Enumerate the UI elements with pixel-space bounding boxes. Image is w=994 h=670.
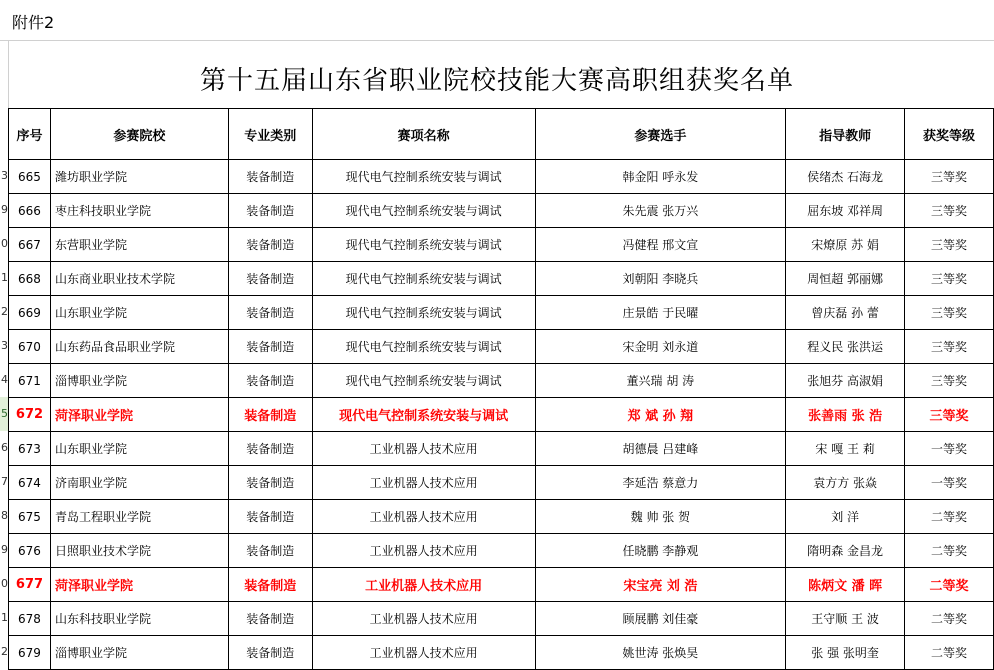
- row-number[interactable]: 1: [1, 611, 8, 624]
- table-row: [9, 194, 994, 228]
- table-row: [9, 262, 994, 296]
- cell-school[interactable]: 淄博职业学院: [50, 364, 228, 398]
- row-number[interactable]: 3: [1, 339, 8, 352]
- cell-teachers[interactable]: 王守顺 王 波: [786, 602, 905, 636]
- cell-school[interactable]: 菏泽职业学院: [50, 568, 228, 602]
- cell-teachers[interactable]: 陈炳文 潘 晖: [786, 568, 905, 602]
- row-number[interactable]: 1: [1, 271, 8, 284]
- cell-award[interactable]: 二等奖: [905, 602, 994, 636]
- cell-event[interactable]: 现代电气控制系统安装与调试: [312, 398, 535, 432]
- cell-event[interactable]: 工业机器人技术应用: [312, 466, 535, 500]
- table-row: [9, 228, 994, 262]
- cell-category[interactable]: 装备制造: [228, 228, 312, 262]
- header-school[interactable]: 参赛院校: [50, 109, 228, 160]
- table-row: [9, 432, 994, 466]
- cell-event[interactable]: 工业机器人技术应用: [312, 500, 535, 534]
- cell-no[interactable]: 678: [9, 602, 51, 636]
- cell-event[interactable]: 现代电气控制系统安装与调试: [312, 364, 535, 398]
- cell-award[interactable]: 三等奖: [905, 194, 994, 228]
- cell-event[interactable]: 现代电气控制系统安装与调试: [312, 194, 535, 228]
- table-row: [9, 364, 994, 398]
- cell-no[interactable]: 669: [9, 296, 51, 330]
- row-number[interactable]: 8: [1, 509, 8, 522]
- row-number[interactable]: 6: [1, 441, 8, 454]
- cell-teachers[interactable]: 刘 洋: [786, 500, 905, 534]
- cell-no[interactable]: 672: [9, 398, 51, 432]
- cell-award[interactable]: 一等奖: [905, 466, 994, 500]
- cell-school[interactable]: 山东商业职业技术学院: [50, 262, 228, 296]
- table-row: [9, 568, 994, 602]
- row-number-gutter: [0, 159, 8, 669]
- cell-award[interactable]: 二等奖: [905, 534, 994, 568]
- cell-event[interactable]: 现代电气控制系统安装与调试: [312, 330, 535, 364]
- cell-teachers[interactable]: 隋明森 金昌龙: [786, 534, 905, 568]
- cell-award[interactable]: 三等奖: [905, 228, 994, 262]
- header-award[interactable]: 获奖等级: [905, 109, 994, 160]
- cell-school[interactable]: 东营职业学院: [50, 228, 228, 262]
- header-students[interactable]: 参赛选手: [535, 109, 786, 160]
- cell-teachers[interactable]: 张善雨 张 浩: [786, 398, 905, 432]
- cell-students[interactable]: 胡德晨 吕建峰: [535, 432, 786, 466]
- cell-teachers[interactable]: 宋 嘎 王 莉: [786, 432, 905, 466]
- table-row: [9, 636, 994, 670]
- cell-students[interactable]: 顾展鹏 刘佳豪: [535, 602, 786, 636]
- row-number[interactable]: 9: [1, 543, 8, 556]
- cell-students[interactable]: 姚世涛 张焕昊: [535, 636, 786, 670]
- table-row: [9, 398, 994, 432]
- cell-teachers[interactable]: 周恒超 郭丽娜: [786, 262, 905, 296]
- row-number[interactable]: 0: [1, 577, 8, 590]
- cell-no[interactable]: 665: [9, 160, 51, 194]
- cell-school[interactable]: 济南职业学院: [50, 466, 228, 500]
- header-event[interactable]: 赛项名称: [312, 109, 535, 160]
- cell-teachers[interactable]: 张 强 张明奎: [786, 636, 905, 670]
- cell-students[interactable]: 朱先震 张万兴: [535, 194, 786, 228]
- row-number[interactable]: 2: [1, 645, 8, 658]
- cell-category[interactable]: 装备制造: [228, 262, 312, 296]
- cell-school[interactable]: 枣庄科技职业学院: [50, 194, 228, 228]
- cell-school[interactable]: 山东药品食品职业学院: [50, 330, 228, 364]
- cell-category[interactable]: 装备制造: [228, 466, 312, 500]
- cell-no[interactable]: 666: [9, 194, 51, 228]
- cell-no[interactable]: 677: [9, 568, 51, 602]
- cell-category[interactable]: 装备制造: [228, 194, 312, 228]
- cell-school[interactable]: 山东职业学院: [50, 432, 228, 466]
- cell-award[interactable]: 三等奖: [905, 330, 994, 364]
- cell-event[interactable]: 现代电气控制系统安装与调试: [312, 228, 535, 262]
- cell-teachers[interactable]: 袁方方 张焱: [786, 466, 905, 500]
- table-row: [9, 330, 994, 364]
- cell-school[interactable]: 潍坊职业学院: [50, 160, 228, 194]
- cell-category[interactable]: 装备制造: [228, 398, 312, 432]
- cell-teachers[interactable]: 侯绪杰 石海龙: [786, 160, 905, 194]
- cell-award[interactable]: 二等奖: [905, 568, 994, 602]
- cell-no[interactable]: 675: [9, 500, 51, 534]
- row-number[interactable]: 5: [0, 397, 8, 431]
- cell-no[interactable]: 679: [9, 636, 51, 670]
- document-title: 第十五届山东省职业院校技能大赛高职组获奖名单: [199, 66, 794, 96]
- cell-school[interactable]: 山东职业学院: [50, 296, 228, 330]
- cell-award[interactable]: 三等奖: [905, 364, 994, 398]
- cell-event[interactable]: 现代电气控制系统安装与调试: [312, 262, 535, 296]
- cell-category[interactable]: 装备制造: [228, 432, 312, 466]
- cell-teachers[interactable]: 张旭芬 高淑娟: [786, 364, 905, 398]
- cell-students[interactable]: 魏 帅 张 贺: [535, 500, 786, 534]
- cell-students[interactable]: 韩金阳 呼永发: [535, 160, 786, 194]
- cell-no[interactable]: 671: [9, 364, 51, 398]
- cell-students[interactable]: 宋宝亮 刘 浩: [535, 568, 786, 602]
- cell-teachers[interactable]: 屈东坡 邓祥周: [786, 194, 905, 228]
- cell-school[interactable]: 山东科技职业学院: [50, 602, 228, 636]
- cell-category[interactable]: 装备制造: [228, 364, 312, 398]
- row-number[interactable]: 0: [1, 237, 8, 250]
- cell-award[interactable]: 三等奖: [905, 262, 994, 296]
- cell-school[interactable]: 淄博职业学院: [50, 636, 228, 670]
- cell-teachers[interactable]: 程义民 张洪运: [786, 330, 905, 364]
- row-number[interactable]: 9: [1, 203, 8, 216]
- cell-students[interactable]: 庄景皓 于民曜: [535, 296, 786, 330]
- cell-event[interactable]: 现代电气控制系统安装与调试: [312, 296, 535, 330]
- cell-school[interactable]: 青岛工程职业学院: [50, 500, 228, 534]
- award-table: [8, 108, 994, 670]
- cell-event[interactable]: 工业机器人技术应用: [312, 636, 535, 670]
- cell-teachers[interactable]: 宋燎原 苏 娟: [786, 228, 905, 262]
- cell-event[interactable]: 工业机器人技术应用: [312, 602, 535, 636]
- cell-award[interactable]: 三等奖: [905, 160, 994, 194]
- cell-students[interactable]: 刘朝阳 李晓兵: [535, 262, 786, 296]
- cell-no[interactable]: 676: [9, 534, 51, 568]
- cell-award[interactable]: 三等奖: [905, 398, 994, 432]
- cell-award[interactable]: 三等奖: [905, 296, 994, 330]
- cell-teachers[interactable]: 曾庆磊 孙 蕾: [786, 296, 905, 330]
- cell-event[interactable]: 工业机器人技术应用: [312, 568, 535, 602]
- row-number[interactable]: 7: [1, 475, 8, 488]
- table-row: [9, 466, 994, 500]
- cell-school[interactable]: 日照职业技术学院: [50, 534, 228, 568]
- table-row: [9, 500, 994, 534]
- cell-students[interactable]: 李延浩 蔡意力: [535, 466, 786, 500]
- cell-category[interactable]: 装备制造: [228, 500, 312, 534]
- attachment-label: 附件2: [12, 13, 55, 32]
- cell-no[interactable]: 674: [9, 466, 51, 500]
- cell-award[interactable]: 二等奖: [905, 636, 994, 670]
- cell-award[interactable]: 一等奖: [905, 432, 994, 466]
- table-row: [9, 296, 994, 330]
- row-number[interactable]: 2: [1, 305, 8, 318]
- cell-award[interactable]: 二等奖: [905, 500, 994, 534]
- cell-event[interactable]: 现代电气控制系统安装与调试: [312, 160, 535, 194]
- cell-category[interactable]: 装备制造: [228, 160, 312, 194]
- cell-category[interactable]: 装备制造: [228, 636, 312, 670]
- table-row: [9, 534, 994, 568]
- cell-category[interactable]: 装备制造: [228, 330, 312, 364]
- cell-students[interactable]: 宋金明 刘永道: [535, 330, 786, 364]
- cell-no[interactable]: 673: [9, 432, 51, 466]
- cell-no[interactable]: 667: [9, 228, 51, 262]
- header-row: [9, 109, 994, 160]
- cell-category[interactable]: 装备制造: [228, 602, 312, 636]
- cell-event[interactable]: 工业机器人技术应用: [312, 432, 535, 466]
- cell-students[interactable]: 郑 斌 孙 翔: [535, 398, 786, 432]
- table-row: [9, 602, 994, 636]
- cell-event[interactable]: 工业机器人技术应用: [312, 534, 535, 568]
- header-no[interactable]: 序号: [9, 109, 51, 160]
- cell-no[interactable]: 668: [9, 262, 51, 296]
- header-category[interactable]: 专业类别: [228, 109, 312, 160]
- cell-category[interactable]: 装备制造: [228, 568, 312, 602]
- table-row: [9, 160, 994, 194]
- sheet-top-border: [0, 40, 994, 41]
- cell-category[interactable]: 装备制造: [228, 534, 312, 568]
- cell-students[interactable]: 冯健程 邢文宣: [535, 228, 786, 262]
- header-teachers[interactable]: 指导教师: [786, 109, 905, 160]
- cell-students[interactable]: 任晓鹏 李静观: [535, 534, 786, 568]
- row-number[interactable]: 3: [1, 169, 8, 182]
- cell-students[interactable]: 董兴瑞 胡 涛: [535, 364, 786, 398]
- cell-category[interactable]: 装备制造: [228, 296, 312, 330]
- row-number[interactable]: 4: [1, 373, 8, 386]
- cell-no[interactable]: 670: [9, 330, 51, 364]
- cell-school[interactable]: 菏泽职业学院: [50, 398, 228, 432]
